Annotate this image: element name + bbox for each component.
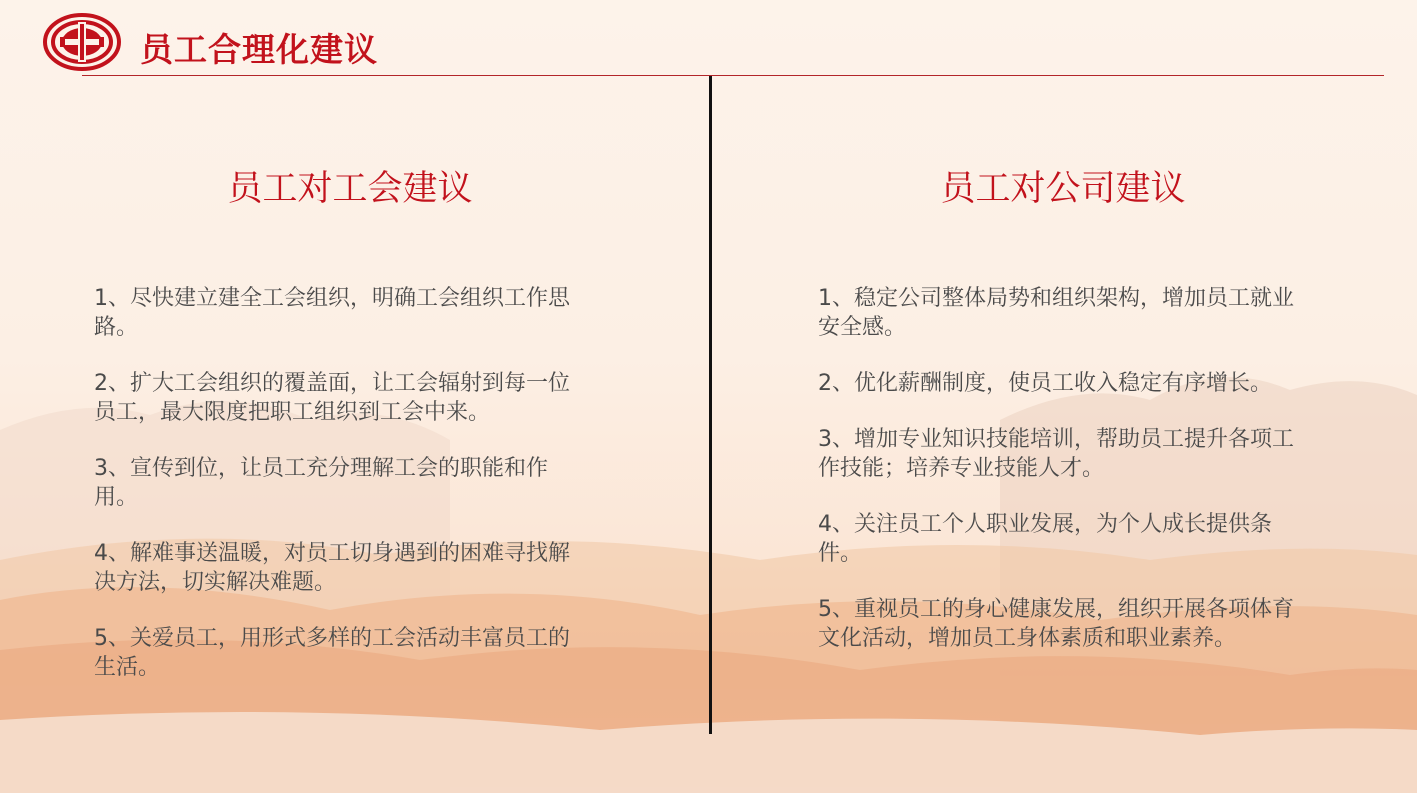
column-divider [709, 76, 712, 734]
company-suggestions-title: 员工对公司建议 [940, 169, 1186, 209]
list-item: 1、稳定公司整体局势和组织架构，增加员工就业安全感。 [818, 286, 1294, 340]
union-suggestions-list [94, 284, 614, 682]
list-item: 2、优化薪酬制度，使员工收入稳定有序增长。 [818, 371, 1272, 396]
company-suggestions-list [818, 284, 1338, 653]
list-item: 1、尽快建立建全工会组织，明确工会组织工作思路。 [94, 286, 570, 340]
list-item: 4、解难事送温暖，对员工切身遇到的困难寻找解决方法，切实解决难题。 [94, 541, 570, 595]
list-item: 4、关注员工个人职业发展，为个人成长提供条件。 [818, 512, 1272, 566]
list-item: 3、宣传到位，让员工充分理解工会的职能和作用。 [94, 456, 548, 510]
page-title: 员工合理化建议 [140, 30, 378, 69]
list-item: 3、增加专业知识技能培训，帮助员工提升各项工作技能；培养专业技能人才。 [818, 427, 1294, 481]
company-suggestions-section [818, 160, 1338, 680]
list-item: 5、关爱员工，用形式多样的工会活动丰富员工的生活。 [94, 626, 570, 680]
trade-union-emblem-icon [42, 12, 122, 72]
union-suggestions-section [94, 160, 614, 709]
header-rule [82, 75, 1384, 76]
union-suggestions-title: 员工对工会建议 [227, 169, 473, 209]
list-item: 2、扩大工会组织的覆盖面，让工会辐射到每一位员工，最大限度把职工组织到工会中来。 [94, 371, 570, 425]
list-item: 5、重视员工的身心健康发展，组织开展各项体育文化活动，增加员工身体素质和职业素养。 [818, 597, 1294, 651]
